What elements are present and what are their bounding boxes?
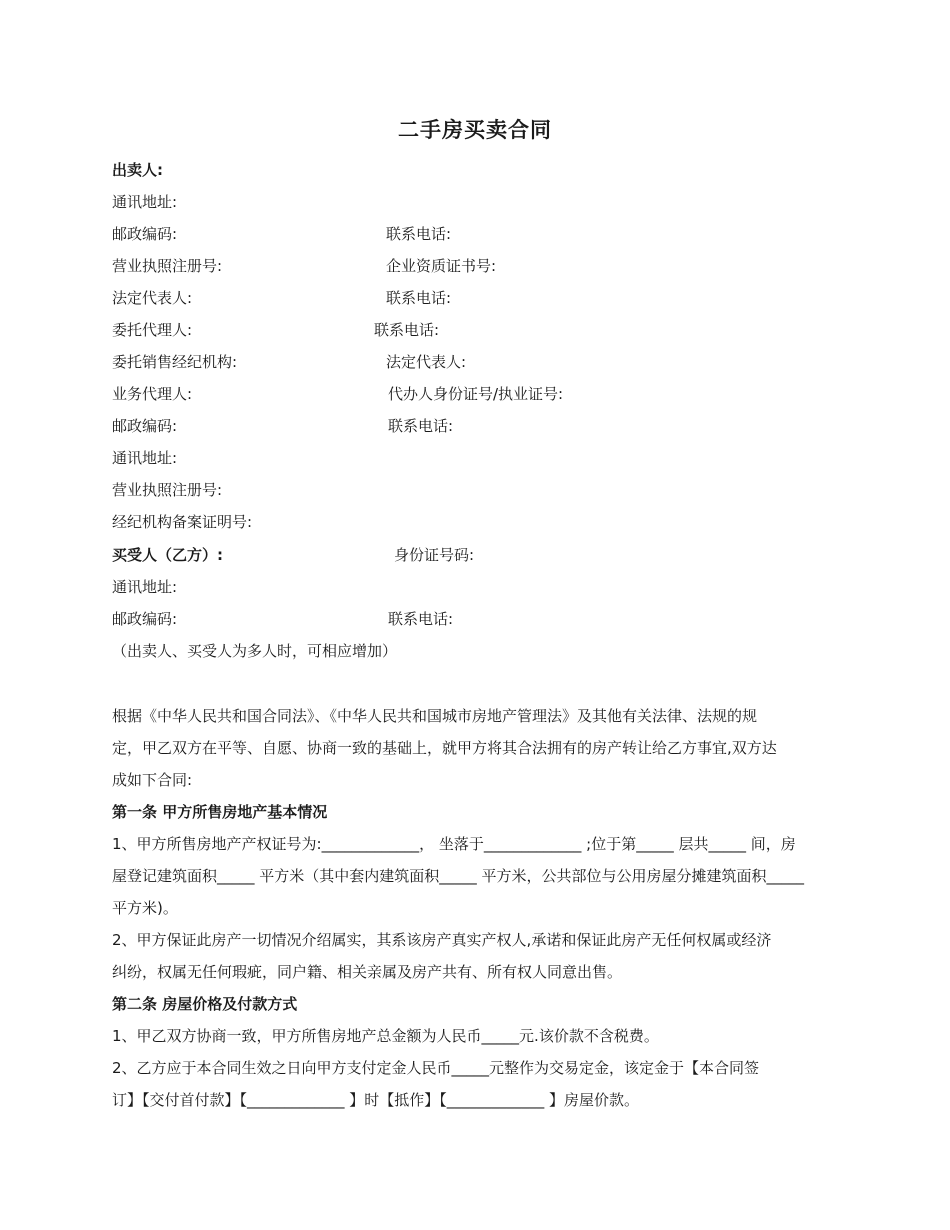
parties-note: （出卖人、买受人为多人时，可相应增加）	[112, 642, 398, 660]
seller-postcode-label: 邮政编码:	[112, 225, 178, 243]
article2-p2-line: 2、乙方应于本合同生效之日向甲方支付定金人民币_____元整作为交易定金，该定金于【本合同签	[112, 1059, 760, 1077]
brokerage-filing-label: 经纪机构备案证明号:	[112, 513, 253, 531]
article1-p1-line: 平方米)。	[112, 899, 178, 917]
buyer-address-label: 通讯地址:	[112, 578, 178, 596]
buyer-phone-label: 联系电话:	[388, 610, 454, 628]
seller-phone3-label: 联系电话:	[374, 321, 440, 339]
brokerage-agent-id-label: 代办人身份证号/执业证号:	[388, 385, 564, 403]
brokerage-org-label: 委托销售经纪机构:	[112, 353, 238, 371]
article1-heading: 第一条 甲方所售房地产基本情况	[112, 803, 328, 821]
article2	[112, 988, 840, 1116]
article2-p1-line: 1、甲乙双方协商一致，甲方所售房地产总金额为人民币_____元.该价款不含税费。	[112, 1027, 659, 1045]
seller-address-label: 通讯地址:	[112, 193, 178, 211]
seller-license-label: 营业执照注册号:	[112, 257, 223, 275]
article1-p1-line: 屋登记建筑面积_____ 平方米（其中套内建筑面积_____ 平方米，公共部位与公用房屋分摊建筑面积_____	[112, 867, 805, 885]
article1-p2-line: 纠纷，权属无任何瑕疵，同户籍、相关亲属及房产共有、所有权人同意出售。	[112, 963, 623, 981]
seller-qualification-label: 企业资质证书号:	[386, 257, 497, 275]
intro-paragraph	[112, 700, 840, 796]
intro-line: 成如下合同:	[112, 771, 193, 789]
article1	[112, 796, 840, 988]
brokerage-agent-label: 业务代理人:	[112, 385, 193, 403]
intro-line: 根据《中华人民共和国合同法》、《中华人民共和国城市房地产管理法》及其他有关法律、法规的规	[112, 707, 758, 725]
article2-heading: 第二条 房屋价格及付款方式	[112, 995, 298, 1013]
seller-phone2-label: 联系电话:	[386, 289, 452, 307]
article1-p2-line: 2、甲方保证此房产一切情况介绍属实，其系该房产真实产权人,承诺和保证此房产无任何权属或经济	[112, 931, 772, 949]
brokerage-phone-label: 联系电话:	[388, 417, 454, 435]
brokerage-postcode-label: 邮政编码:	[112, 417, 178, 435]
intro-line: 定，甲乙双方在平等、自愿、协商一致的基础上，就甲方将其合法拥有的房产转让给乙方事宜,双方达	[112, 739, 777, 757]
buyer-heading: 买受人（乙方）:	[112, 546, 223, 564]
seller-heading: 出卖人:	[112, 161, 163, 179]
document-title: 二手房买卖合同	[398, 118, 552, 142]
buyer-postcode-label: 邮政编码:	[112, 610, 178, 628]
buyer-id-label: 身份证号码:	[394, 546, 475, 564]
article2-p2-line: 订】【交付首付款】【_____________ 】时【抵作】【_____________ 】房屋价款。	[112, 1091, 640, 1109]
brokerage-license-label: 营业执照注册号:	[112, 481, 223, 499]
seller-agent-label: 委托代理人:	[112, 321, 193, 339]
seller-phone-label: 联系电话:	[386, 225, 452, 243]
article1-p1-line: 1、甲方所售房地产产权证号为:_____________， 坐落于_____________ ;位于第_____ 层共_____ 间，房	[112, 835, 796, 853]
brokerage-legal-rep-label: 法定代表人:	[386, 353, 467, 371]
brokerage-address-label: 通讯地址:	[112, 449, 178, 467]
seller-legal-rep-label: 法定代表人:	[112, 289, 193, 307]
